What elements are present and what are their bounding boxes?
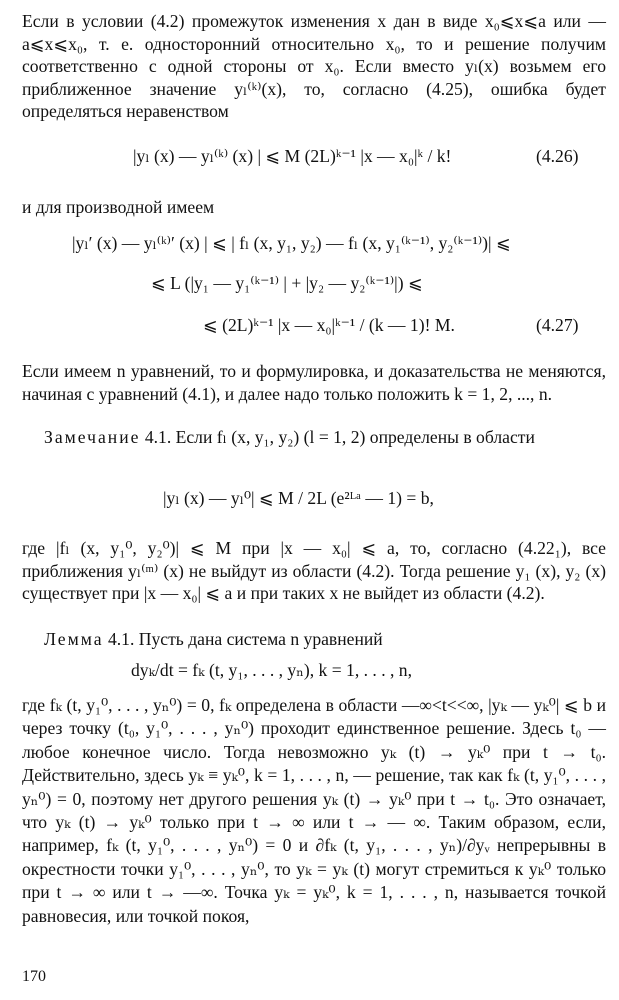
lemma-text: 4.1. Пусть дана система n уравнений [103,629,383,649]
equation-4-27-line-2: ⩽ L (|y₁ — y₁⁽ᵏ⁻¹⁾ | + |y₂ — y₂⁽ᵏ⁻¹⁾|) ⩽ [151,273,423,293]
paragraph-derivative: и для производной имеем [22,197,215,217]
paragraph-intro: Если в условии (4.2) промежуток изменения x дан в виде x₀⩽x⩽a или —a⩽x⩽x₀, т. е. односторонний относительно x₀, то и решение получим соответственно с одной стороны от x₀. Если вместо yₗ(x) возьмем его приближенное значение yₗ⁽ᵏ⁾(x), то, согласно (4.25), ошибка будет определяться неравенством [22,11,606,122]
paragraph-approximations: где |fₗ (x, y₁⁰, y₂⁰)| ⩽ M при |x — x₀| ⩽ a, то, согласно (4.22₁), все приближения yₗ⁽ᵐ⁾ (x) не выйдут из области (4.2). Тогда решение y₁ (x), y₂ (x) существует при |x — x₀| ⩽ a и при таких x не выйдет из области (4.2). [22,538,606,604]
equation-number-4-26: (4.26) [536,146,579,166]
remark-label: Замечание [44,427,141,447]
equation-remark: |yₗ (x) — yₗ⁰| ⩽ M / 2L (e²ᴸᵃ — 1) = b, [163,488,434,508]
paragraph-remark [22,426,606,449]
remark-text: 4.1. Если fₗ (x, y₁, y₂) (l = 1, 2) определены в области [140,427,535,447]
paragraph-lemma [22,628,606,651]
equation-4-27-line-1: |yₗ′ (x) — yₗ⁽ᵏ⁾′ (x) | ⩽ | fₗ (x, y₁, y₂) — fₗ (x, y₁⁽ᵏ⁻¹⁾, y₂⁽ᵏ⁻¹⁾)| ⩽ [72,233,511,253]
page-number: 170 [22,968,46,985]
equation-number-4-27: (4.27) [536,315,579,335]
equation-lemma-system: dyₖ/dt = fₖ (t, y₁, . . . , yₙ), k = 1, . . . , n, [131,660,412,680]
paragraph-equilibrium: где fₖ (t, y₁⁰, . . . , yₙ⁰) = 0, fₖ определена в области —∞<t<<∞, |yₖ — yₖ⁰| ⩽ b и через точку (t₀, y₁⁰, . . . , yₙ⁰) проходит единственное решение. Здесь t₀ — любое конечное число. Тогда невозможно yₖ (t) → yₖ⁰ при t → t₀. Действительно, здесь yₖ ≡ yₖ⁰, k = 1, . . . , n, — решение, так как fₖ (t, y₁⁰, . . . , yₙ⁰) = 0, поэтому нет другого решения yₖ (t) → yₖ⁰ при t → t₀. Это означает, что yₖ (t) → yₖ⁰ только при t → ∞ или t → — ∞. Таким образом, если, например, fₖ (t, y₁⁰, . . . , yₙ⁰) = 0 и ∂fₖ (t, y₁, . . . , yₙ)/∂yᵥ непрерывны в окрестности точки y₁⁰, . . . , yₙ⁰, то yₖ = yₖ (t) могут стремиться к yₖ⁰ только при t → ∞ или t → —∞. Точка yₖ = yₖ⁰, k = 1, . . . , n, называется точкой равновесия, или точкой покоя, [22,695,606,926]
equation-4-26: |yₗ (x) — yₗ⁽ᵏ⁾ (x) | ⩽ M (2L)ᵏ⁻¹ |x — x₀|ᵏ / k! [133,146,452,166]
lemma-label: Лемма [44,629,104,649]
paragraph-n-equations: Если имеем n уравнений, то и формулировка, и доказательства не меняются, начиная с уравнений (4.1), и далее надо только положить k = 1, 2, ..., n. [22,361,606,404]
equation-4-27-line-3: ⩽ (2L)ᵏ⁻¹ |x — x₀|ᵏ⁻¹ / (k — 1)! M. [203,315,455,335]
